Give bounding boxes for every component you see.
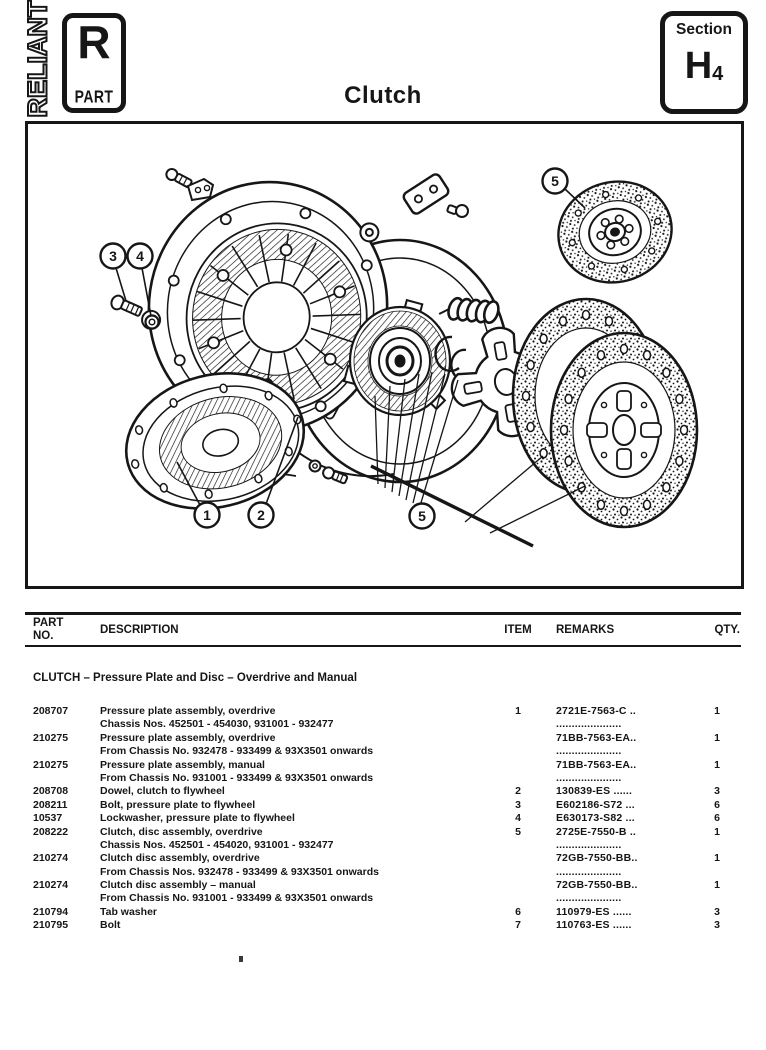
row-remarks: E630173-S82 ... — [556, 812, 635, 825]
row-description: Bolt, pressure plate to flywheel — [100, 798, 256, 811]
row-qty: 1 — [714, 825, 720, 838]
table-row — [33, 852, 740, 865]
rpart-word: PART — [74, 86, 114, 106]
row-description-cell — [100, 732, 500, 744]
row-remarks: 2721E-7563-C .. — [556, 705, 637, 717]
row-item: 6 — [515, 905, 521, 918]
row-description: Clutch disc assembly – manual — [100, 879, 256, 892]
row-part-no: 208211 — [33, 798, 68, 811]
row-item: 4 — [515, 812, 521, 825]
table-row — [33, 839, 740, 852]
table-row — [33, 906, 740, 919]
row-remarks: 72GB-7550-BB.. — [556, 879, 638, 892]
dot-leader — [284, 708, 475, 717]
table-row — [33, 866, 740, 879]
section-code — [685, 47, 724, 85]
row-description-cell — [100, 759, 500, 771]
dot-leader — [381, 748, 474, 757]
callout-3 — [101, 244, 126, 269]
svg-text:5: 5 — [418, 508, 426, 524]
row-description: Tab washer — [100, 905, 157, 918]
row-description: From Chassis No. 931001 - 933499 & 93X3501 onwards — [100, 771, 374, 784]
row-part-no: 210795 — [33, 919, 69, 932]
svg-text:1: 1 — [203, 507, 211, 523]
dot-leader — [264, 882, 474, 891]
row-description-cell — [100, 906, 500, 918]
upper-clutch-disc — [548, 170, 683, 295]
dot-leader — [284, 735, 475, 744]
row-description-cell — [100, 866, 500, 878]
row-item: 1 — [515, 705, 521, 717]
callout-1 — [195, 503, 220, 528]
column-header-item: ITEM — [504, 623, 532, 636]
row-item: 3 — [515, 798, 521, 811]
row-item: 7 — [515, 919, 521, 932]
dot-leader — [233, 788, 474, 797]
row-description-cell — [100, 705, 500, 717]
table-top-rule — [25, 612, 741, 615]
bolt-item-3 — [109, 294, 143, 319]
row-part-no: 210794 — [33, 905, 69, 918]
dot-leader — [268, 855, 474, 864]
balance-plate — [402, 172, 450, 215]
callout-5-bottom — [410, 504, 435, 529]
row-part-no: 208222 — [33, 825, 69, 838]
row-remarks: 72GB-7550-BB.. — [556, 852, 638, 865]
table-section-heading: CLUTCH – Pressure Plate and Disc – Overdrive and Manual — [33, 672, 358, 684]
svg-text:2: 2 — [257, 507, 265, 523]
row-description-cell — [100, 772, 500, 784]
row-part-no: 210275 — [33, 731, 69, 744]
svg-text:3: 3 — [109, 248, 117, 264]
row-description-cell — [100, 839, 500, 851]
row-part-no: 208707 — [33, 705, 69, 717]
row-description: Bolt — [100, 919, 121, 932]
row-remarks: ..................... — [556, 838, 622, 851]
table-row — [33, 785, 740, 798]
section-letter: H — [684, 45, 713, 87]
callout-2 — [249, 503, 274, 528]
table-row — [33, 812, 740, 825]
row-description: Pressure plate assembly, overdrive — [100, 731, 276, 744]
row-item: 5 — [515, 825, 521, 838]
row-remarks: 110763-ES ...... — [556, 919, 632, 932]
table-row — [33, 879, 740, 892]
svg-text:5: 5 — [551, 173, 559, 189]
row-qty: 1 — [714, 731, 720, 744]
callout-5-top — [543, 169, 568, 194]
plate-rivet — [447, 205, 468, 217]
exploded-diagram-frame — [25, 121, 744, 589]
row-description-cell — [100, 879, 500, 891]
table-row — [33, 799, 740, 812]
svg-text:4: 4 — [136, 248, 144, 264]
dot-leader — [381, 895, 474, 904]
row-description-cell — [100, 892, 500, 904]
dot-leader — [381, 775, 474, 784]
lower-bolt — [321, 466, 348, 485]
row-description-cell — [100, 799, 500, 811]
rpart-letter: R — [77, 16, 111, 68]
table-row — [33, 745, 740, 758]
table-row — [33, 759, 740, 772]
row-qty: 3 — [714, 919, 720, 932]
row-remarks: ..................... — [556, 771, 622, 784]
column-header-part-no: PART NO. — [33, 616, 64, 642]
row-qty: 1 — [714, 852, 720, 865]
dot-leader — [273, 762, 474, 771]
dot-leader — [387, 869, 474, 878]
dot-leader — [263, 802, 474, 811]
row-description: Pressure plate assembly, overdrive — [100, 705, 276, 717]
row-part-no: 210275 — [33, 758, 69, 771]
row-remarks: ..................... — [556, 745, 622, 758]
row-remarks: ..................... — [556, 865, 622, 878]
row-remarks: 71BB-7563-EA.. — [556, 731, 637, 744]
row-qty: 3 — [714, 905, 720, 918]
row-description: Clutch, disc assembly, overdrive — [100, 825, 263, 838]
front-clutch-disc — [551, 333, 697, 527]
row-qty: 1 — [714, 879, 720, 892]
table-row — [33, 732, 740, 745]
row-description: From Chassis No. 932478 - 933499 & 93X3501 onwards — [100, 745, 374, 758]
row-remarks: 2725E-7550-B .. — [556, 825, 637, 838]
row-description: Pressure plate assembly, manual — [100, 758, 265, 771]
dot-leader — [271, 829, 474, 838]
dot-leader — [128, 922, 474, 931]
section-number: 4 — [712, 63, 724, 85]
table-row — [33, 826, 740, 839]
parts-table-body — [33, 705, 740, 933]
row-part-no: 208708 — [33, 785, 69, 798]
section-label: Section — [676, 21, 732, 38]
row-remarks: ..................... — [556, 718, 622, 731]
row-description: Dowel, clutch to flywheel — [100, 785, 225, 798]
column-header-remarks: REMARKS — [556, 623, 615, 636]
row-description: Chassis Nos. 452501 - 454030, 931001 - 932477 — [100, 718, 334, 731]
row-description-cell — [100, 826, 500, 838]
row-qty: 1 — [714, 758, 720, 771]
row-qty: 6 — [714, 798, 720, 811]
row-remarks: ..................... — [556, 892, 622, 905]
row-part-no: 210274 — [33, 852, 69, 865]
dot-leader — [342, 842, 474, 851]
disc-hub — [587, 383, 661, 477]
row-part-no: 10537 — [33, 812, 63, 825]
table-row — [33, 919, 740, 932]
row-item: 2 — [515, 785, 521, 798]
table-row — [33, 718, 740, 731]
page-title: Clutch — [344, 82, 422, 109]
row-description-cell — [100, 718, 500, 730]
dot-leader — [303, 815, 474, 824]
row-remarks: 130839-ES ...... — [556, 785, 633, 798]
row-description: Lockwasher, pressure plate to flywheel — [100, 812, 295, 825]
row-description-cell — [100, 745, 500, 757]
row-description-cell — [100, 852, 500, 864]
dot-leader — [165, 909, 474, 918]
row-description-cell — [100, 812, 500, 824]
row-part-no: 210274 — [33, 879, 69, 892]
callout-4 — [128, 244, 153, 269]
column-header-description: DESCRIPTION — [100, 623, 179, 636]
dot-leader — [342, 721, 474, 730]
row-qty: 1 — [714, 705, 720, 717]
lower-washer — [310, 461, 321, 472]
table-header-row — [33, 616, 740, 643]
row-description-cell — [100, 785, 500, 797]
table-header-rule — [25, 645, 741, 647]
washer-item-4 — [146, 316, 159, 329]
table-row — [33, 705, 740, 718]
row-qty: 6 — [714, 812, 720, 825]
row-remarks: 110979-ES ...... — [556, 905, 632, 918]
table-row — [33, 772, 740, 785]
brand-name: RELIANT — [22, 0, 53, 118]
row-remarks: 71BB-7563-EA.. — [556, 758, 637, 771]
column-header-qty: QTY. — [714, 623, 740, 636]
row-qty: 3 — [714, 785, 720, 798]
section-badge — [660, 11, 748, 114]
row-description: Clutch disc assembly, overdrive — [100, 852, 260, 865]
row-remarks: E602186-S72 ... — [556, 798, 635, 811]
row-description: From Chassis No. 931001 - 933499 & 93X3501 onwards — [100, 892, 374, 905]
row-description: From Chassis Nos. 932478 - 933499 & 93X3501 onwards — [100, 865, 379, 878]
clutch-exploded-diagram-illustration — [28, 124, 741, 586]
row-description: Chassis Nos. 452501 - 454020, 931001 - 932477 — [100, 838, 334, 851]
scan-speck — [239, 956, 243, 962]
row-description-cell — [100, 919, 500, 931]
table-row — [33, 892, 740, 905]
